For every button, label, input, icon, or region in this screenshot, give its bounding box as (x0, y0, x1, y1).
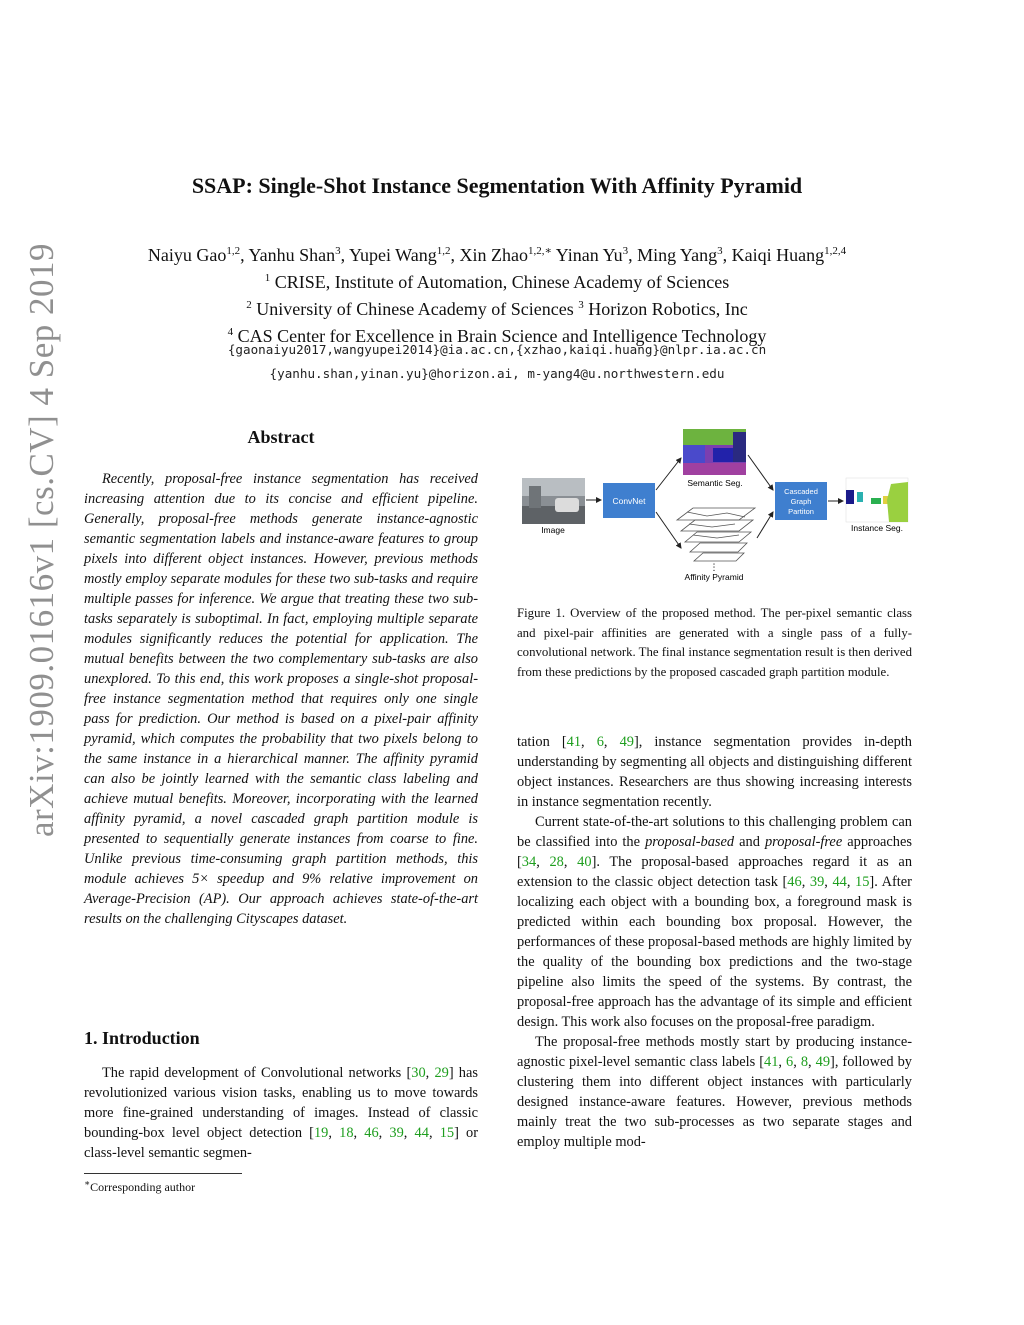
citation-link[interactable]: 15 (855, 874, 870, 890)
citation-link[interactable]: 19 (313, 1125, 329, 1141)
text-run: tation [ (517, 734, 567, 750)
text-run: , (563, 854, 578, 870)
citation-link[interactable]: 49 (815, 1054, 831, 1070)
text-run: , (824, 874, 833, 890)
text-run: , (403, 1125, 415, 1141)
arrow (656, 458, 681, 490)
citation-link[interactable]: 41 (764, 1054, 779, 1070)
citation-link[interactable]: 8 (800, 1054, 809, 1070)
affil-text: CAS Center for Excellence in Brain Science and Intelligence Technology (233, 326, 767, 346)
intro-body (84, 1063, 478, 1163)
figure-1 (517, 420, 912, 595)
author-name: , Yanhu Shan (240, 245, 336, 265)
label-cascaded-line2: Graph (790, 497, 812, 506)
author-name: Naiyu Gao (147, 245, 227, 265)
text-run: Current state-of-the-art solutions to this challenging problem can be classified into the (517, 814, 912, 850)
footnote-text: Corresponding author (90, 1180, 196, 1194)
paragraph (517, 732, 912, 812)
affil-sup: 1 (264, 272, 271, 284)
italic-term: proposal-free (764, 834, 843, 850)
citation-link[interactable]: 41 (566, 734, 582, 750)
arrow (656, 512, 681, 548)
label-cascaded-line3: Partiton (788, 507, 814, 516)
affiliation-2 (60, 294, 934, 321)
author-block (60, 240, 934, 348)
citation-link[interactable]: 28 (549, 854, 564, 870)
arxiv-stamp (22, 120, 62, 960)
author-name: , Yupei Wang (340, 245, 437, 265)
text-run: ], instance segmentation provides in-depth understanding by segmenting all objects and distinguishing different object instances. Researchers are thus showing increasing interests in instance segmentation recently. (517, 734, 913, 810)
citation-link[interactable]: 44 (832, 874, 847, 890)
text-run: ], followed by clustering them into different object instances with particularly designed instance-aware features. However, previous methods mainly treat the two sub-processes as two separate stages and employ multiple mod- (517, 1054, 912, 1150)
text-run: , (328, 1125, 340, 1141)
text-run: approaches [ (517, 834, 912, 870)
text-run: ]. After localizing each object with a bounding box, a foreground mask is predicted within each bounding box proposal. However, the performances of these proposal-based methods are highly limited by the quality of the bounding box predictions and the two-stage pipeline also limits the speed of the systems. By contrast, the proposal-free approach has the advantage of its simple and efficient design. This work also focuses on the proposal-free paradigm. (517, 874, 912, 1030)
figure-1-caption: Figure 1. Overview of the proposed method. The per-pixel semantic class and pixel-pair affinities are generated with a single pass of a fully-convolutional network. The final instance segmentation result is then derived from these predictions by the proposed cascaded graph partition module. (517, 606, 912, 679)
citation-link[interactable]: 40 (577, 854, 592, 870)
affil-sup: 2 (246, 299, 252, 311)
text-run: , (603, 734, 620, 750)
citation-link[interactable]: 46 (787, 874, 802, 890)
text-run: , (536, 854, 550, 870)
citation-link[interactable]: 30 (411, 1065, 426, 1081)
author-list (60, 240, 934, 267)
text-run: , (793, 1054, 801, 1070)
text-run: , (425, 1065, 435, 1081)
citation-link[interactable]: 6 (786, 1054, 794, 1070)
author-affil-sup: 1,2 (226, 245, 241, 257)
affiliation-1 (60, 267, 934, 294)
footnote-rule (84, 1173, 242, 1174)
affinity-pyramid-layers (677, 508, 755, 561)
author-affil-sup: 3 (335, 245, 341, 257)
email-block (60, 338, 934, 386)
arrow (748, 455, 773, 490)
text-run: , (778, 1054, 787, 1070)
paragraph (517, 812, 912, 1032)
label-cascaded-line1: Cascaded (784, 487, 818, 496)
text-run: , (378, 1125, 390, 1141)
citation-link[interactable]: 6 (596, 734, 604, 750)
citation-link[interactable]: 49 (619, 734, 634, 750)
affil-text: CRISE, Institute of Automation, Chinese Academy of Sciences (270, 272, 730, 292)
instance-seg-thumbnail (846, 478, 908, 522)
pyramid-ellipsis: ⋮ (709, 562, 719, 572)
abstract-heading: Abstract (247, 427, 315, 447)
text-run: ]. The proposal-based approaches regard it as an extension to the classic object detection task [ (517, 854, 913, 890)
right-column-body (517, 732, 912, 1152)
citation-link[interactable]: 39 (389, 1125, 404, 1141)
arrow (757, 512, 773, 538)
intro-heading: 1. Introduction (84, 1028, 200, 1048)
intro-paragraph (84, 1063, 478, 1163)
author-affil-sup: 3 (622, 245, 629, 257)
affil-text: University of Chinese Academy of Sciences (251, 299, 579, 319)
label-convnet: ConvNet (612, 496, 646, 506)
author-name: , Xin Zhao (450, 245, 528, 265)
citation-link[interactable]: 46 (364, 1125, 379, 1141)
author-affil-sup: 1,2 (436, 245, 451, 257)
citation-link[interactable]: 15 (439, 1125, 455, 1141)
email-line-1[interactable]: {gaonaiyu2017,wangyupei2014}@ia.ac.cn,{xzhao,kaiqi.huang}@nlpr.ia.ac.cn (227, 342, 767, 357)
text-run: , (353, 1125, 365, 1141)
affil-sup: 3 (578, 299, 584, 311)
text-run: ] has revolutionized various vision tasks, enabling us to move towards more fine-grained understanding of images. Instead of classic bounding-box level object detection [ (84, 1065, 478, 1141)
semantic-seg-thumbnail (683, 429, 746, 475)
label-instance-seg: Instance Seg. (851, 523, 903, 533)
corresponding-mark: ∗ (544, 245, 552, 257)
citation-link[interactable]: 18 (339, 1125, 354, 1141)
author-affil-sup: 1,2,4 (824, 245, 847, 257)
text-run: , (581, 734, 597, 750)
text-run: ] or class-level semantic segmen- (84, 1125, 479, 1161)
arxiv-stamp-text: arXiv:1909.01616v1 [cs.CV] 4 Sep 2019 (22, 243, 61, 838)
author-name: , Kaiqi Huang (722, 245, 825, 265)
text-run: , (808, 1054, 816, 1070)
text-run: The proposal-free methods mostly start by producing instance-agnostic pixel-level semantic class labels [ (517, 1034, 912, 1070)
author-affil-sup: 3 (717, 245, 723, 257)
email-line-2[interactable]: {yanhu.shan,yinan.yu}@horizon.ai, m-yang4@u.northwestern.edu (269, 366, 725, 381)
text-run: , (846, 874, 856, 890)
citation-link[interactable]: 44 (414, 1125, 429, 1141)
label-semantic-seg: Semantic Seg. (687, 478, 743, 488)
author-name: , Ming Yang (628, 245, 718, 265)
paper-title: SSAP: Single-Shot Instance Segmentation With Affinity Pyramid (191, 173, 803, 198)
affil-sup: 4 (227, 326, 234, 338)
citation-link[interactable]: 34 (521, 854, 537, 870)
author-name: Yinan Yu (551, 245, 623, 265)
citation-link[interactable]: 39 (809, 874, 825, 890)
footnote-mark: ∗ (84, 1178, 91, 1188)
input-image-thumbnail (522, 478, 585, 524)
text-run: The rapid development of Convolutional networks [ (102, 1065, 412, 1081)
paragraph (517, 1032, 912, 1152)
text-run: , (428, 1125, 440, 1141)
text-run: and (734, 834, 765, 850)
figure-diagram (517, 420, 912, 595)
abstract-text: Recently, proposal-free instance segmentation has received increasing attention due to its concise and efficient pipeline. Generally, proposal-free methods generate instance-agnostic semantic segmentation labels and instance-aware features to group pixels into different object instances. However, previous methods mostly employ separate modules for these two sub-tasks and require multiple passes for inference. We argue that treating these two sub-tasks separately is suboptimal. In fact, employing multiple separate modules significantly reduces the potential for application. The mutual benefits between the two complementary sub-tasks are also unexplored. To this end, this work proposes a single-shot proposal-free instance segmentation method that requires only one single pass for prediction. Our method is based on a pixel-pair affinity pyramid, which computes the probability that two pixels belong to the same instance in a hierarchical manner. The affinity pyramid can also be jointly learned with the semantic class labeling and achieve mutual benefits. Moreover, incorporating with the learned affinity pyramid, a novel cascaded graph partition module is presented to sequentially generate instances from coarse to fine. Unlike previous time-consuming graph partition methods, this module achieves 5× speedup and 9% relative improvement on Average-Precision (AP). Our approach achieves state-of-the-art results on the challenging Cityscapes dataset. (84, 471, 478, 927)
label-affinity-pyramid: Affinity Pyramid (684, 572, 744, 582)
label-image: Image (541, 525, 565, 535)
citation-link[interactable]: 29 (434, 1065, 449, 1081)
author-affil-sup: 1,2, (527, 245, 545, 257)
affil-text: Horizon Robotics, Inc (583, 299, 748, 319)
abstract-body (84, 469, 478, 929)
italic-term: proposal-based (645, 834, 735, 850)
footnote (84, 1178, 195, 1195)
text-run: , (801, 874, 810, 890)
